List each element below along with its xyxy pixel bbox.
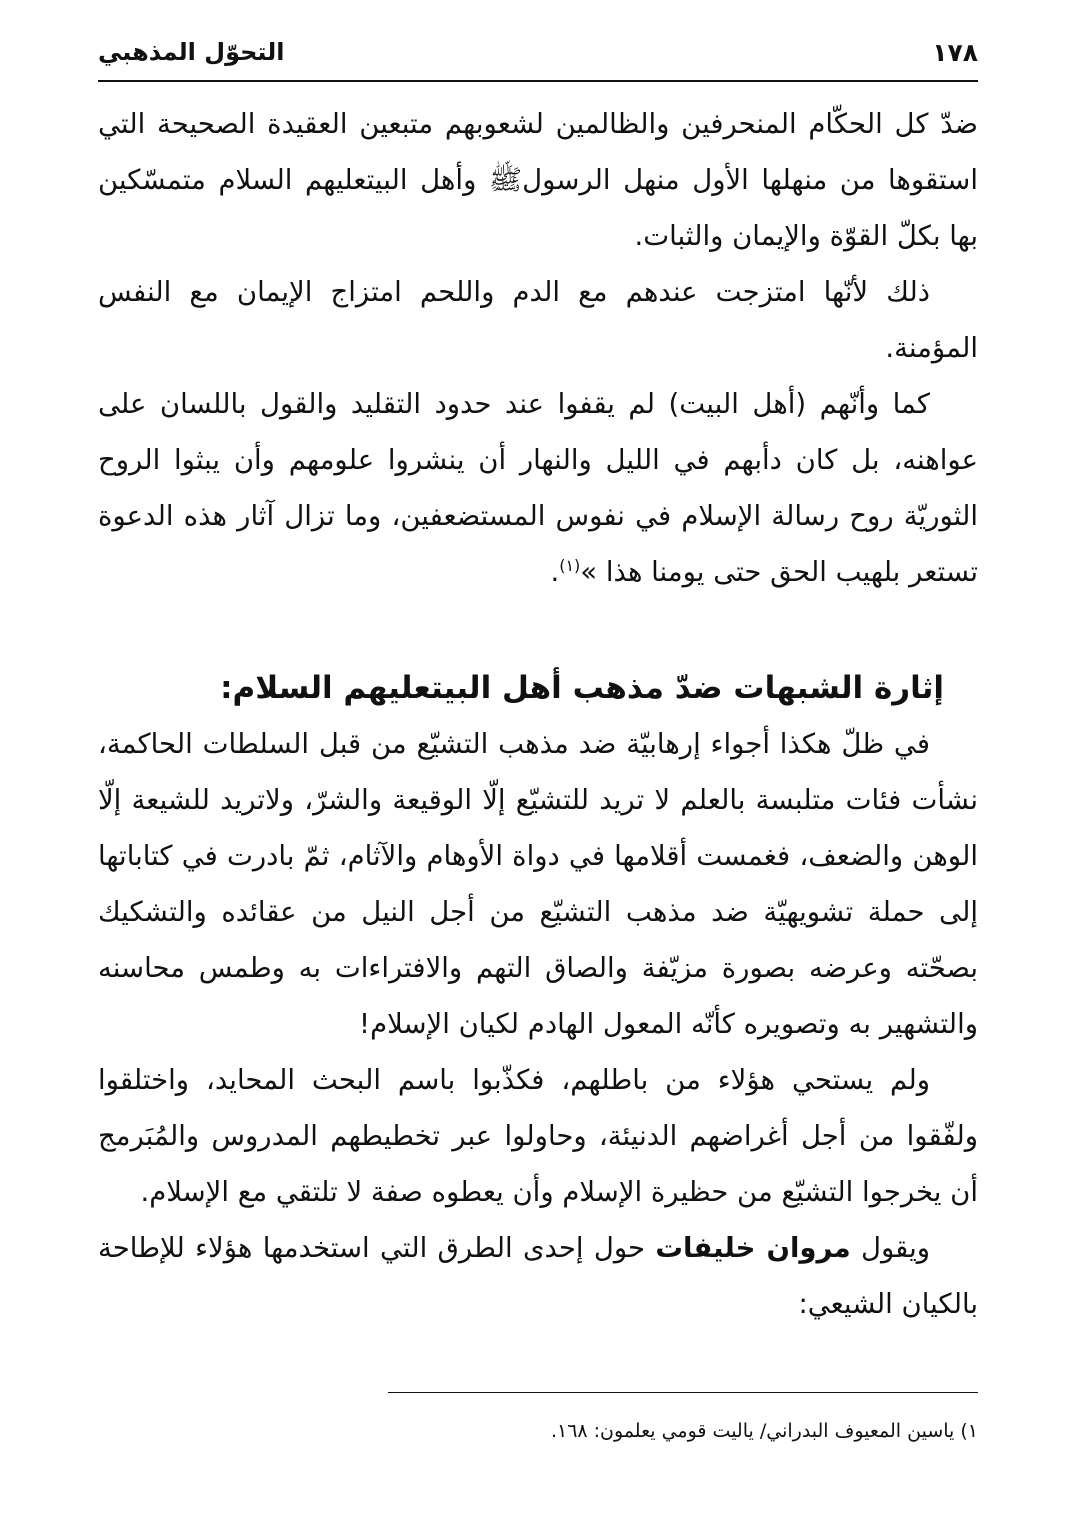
paragraph-3 bbox=[98, 376, 978, 600]
paragraph-5: ولم يستحي هؤلاء من باطلهم، فكذّبوا باسم البحث المحايد، واختلقوا ولفّقوا من أجل أغراضهم الدنيئة، وحاولوا عبر تخطيطهم المدروس والمُبَرمج أن يخرجوا التشيّع من حظيرة الإسلام وأن يعطوه صفة لا تلتقي مع الإسلام. bbox=[98, 1064, 978, 1208]
footnote: ١) ياسين المعيوف البدراني/ ياليت قومي يعلمون: ١٦٨. bbox=[550, 1420, 978, 1442]
footnote-ref[interactable]: (١) bbox=[559, 555, 581, 575]
paragraph-6 bbox=[98, 1220, 978, 1332]
paragraph-6-post: حول إحدى الطرق التي استخدمها هؤلاء للإطاحة بالكيان الشيعي: bbox=[98, 1232, 978, 1320]
main-text bbox=[98, 96, 978, 1332]
footnote-divider bbox=[388, 1392, 978, 1393]
section-heading: إثارة الشبهات ضدّ مذهب أهل البيتعليهم السلام: bbox=[220, 670, 944, 706]
page-number: ١٧٨ bbox=[932, 38, 978, 67]
paragraph-1: ضدّ كل الحكّام المنحرفين والظالمين لشعوبهم متبعين العقيدة الصحيحة التي استقوها من منهلها الأول منهل الرسولﷺ وأهل البيتعليهم السلام متمسّكين بها بكلّ القوّة والإيمان والثبات. bbox=[98, 108, 978, 252]
paragraph-3-end: . bbox=[550, 556, 560, 588]
running-title: التحوّل المذهبي bbox=[98, 38, 285, 66]
paragraph-2: ذلك لأنّها امتزجت عندهم مع الدم واللحم امتزاج الإيمان مع النفس المؤمنة. bbox=[98, 276, 978, 364]
author-name: مروان خليفات bbox=[655, 1232, 851, 1264]
paragraph-3-text: كما وأنّهم (أهل البيت) لم يقفوا عند حدود التقليد والقول باللسان على عواهنه، بل كان دأبهم في الليل والنهار أن ينشروا علومهم وأن يبثوا الروح الثوريّة روح رسالة الإسلام في نفوس المستضعفين، وما تزال آثار هذه الدعوة تستعر بلهيب الحق حتى يومنا هذا » bbox=[98, 388, 978, 588]
paragraph-6-pre: ويقول bbox=[850, 1232, 930, 1264]
page-header bbox=[98, 34, 978, 82]
section-gap bbox=[98, 600, 978, 660]
paragraph-4: في ظلّ هكذا أجواء إرهابيّة ضد مذهب التشيّع من قبل السلطات الحاكمة، نشأت فئات متلبسة بالعلم لا تريد للتشيّع إلّا الوقيعة والشرّ، ولاتريد للشيعة إلّا الوهن والضعف، فغمست أقلامها في دواة الأوهام والآثام، ثمّ بادرت في كتاباتها إلى حملة تشويهيّة ضد مذهب التشيّع من أجل النيل من عقائده والتشكيك بصحّته وعرضه بصورة مزيّفة والصاق التهم والافتراءات به وطمس محاسنه والتشهير به وتصويره كأنّه المعول الهادم لكيان الإسلام! bbox=[98, 728, 978, 1040]
